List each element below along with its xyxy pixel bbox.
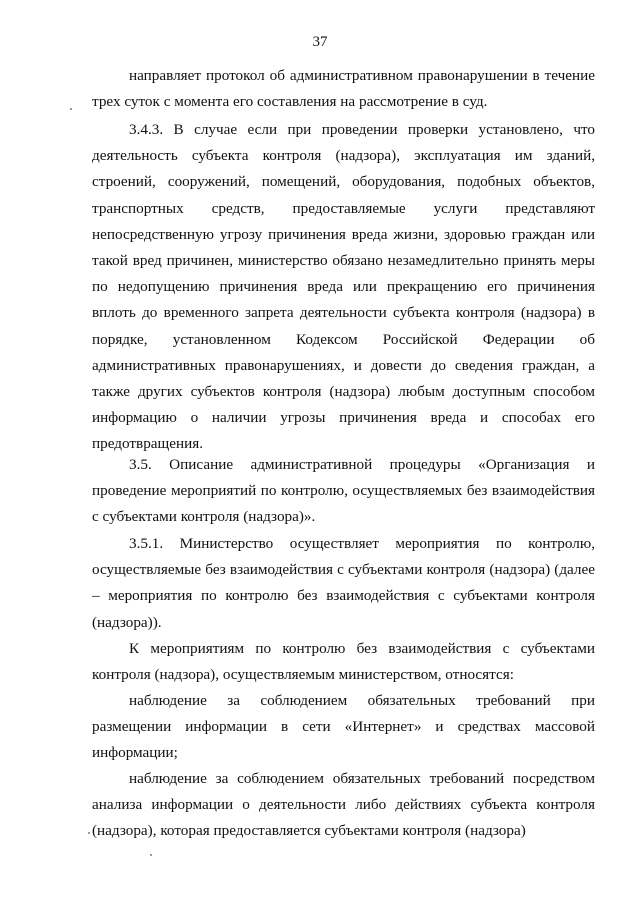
paragraph-protocol: направляет протокол об административном правонарушении в течение трех суток с момента его составления на рассмотрение в суд.: [92, 67, 595, 111]
paragraph-3-4-3: 3.4.3. В случае если при проведении проверки установлено, что деятельность субъекта контроля (надзора), эксплуатация им зданий, строений, сооружений, помещений, оборудования, подобных объектов, транспортных средств, предоставляемые услуги представляют непосредственную угрозу причинения вреда жизни, здоровью граждан или такой вред причинен, министерство обязано незамедлительно принять меры по недопущению причинения вреда или прекращению его причинения вплоть до временного запрета деятельности субъекта контроля (надзора) в порядке, установленном Кодексом Российской Федерации об административных правонарушениях, и довести до сведения граждан, а также других субъектов контроля (надзора) любым доступным способом информацию о наличии угрозы причинения вреда и способах его предотвращения.: [92, 121, 595, 453]
scan-speck: [70, 108, 72, 110]
scan-speck: [88, 832, 90, 834]
paragraph-3-5: 3.5. Описание административной процедуры «Организация и проведение мероприятий по контролю, осуществляемых без взаимодействия с субъектами контроля (надзора)».: [92, 456, 595, 526]
paragraph-3-5-1: 3.5.1. Министерство осуществляет мероприятия по контролю, осуществляемые без взаимодействия с субъектами контроля (надзора) (далее – мероприятия по контролю без взаимодействия с субъектами контроля (надзора)).: [92, 535, 595, 631]
scan-speck: [150, 854, 152, 856]
paragraph-internet-observation: наблюдение за соблюдением обязательных требований при размещении информации в сети «Интернет» и средствах массовой информации;: [92, 692, 595, 762]
page-number: 37: [312, 34, 328, 50]
paragraph-information-analysis: наблюдение за соблюдением обязательных требований посредством анализа информации о деятельности либо действиях субъекта контроля (надзора), которая предоставляется субъектами контроля (надзора): [92, 770, 595, 840]
paragraph-measures-list-intro: К мероприятиям по контролю без взаимодействия с субъектами контроля (надзора), осуществляемым министерством, относятся:: [92, 640, 595, 684]
